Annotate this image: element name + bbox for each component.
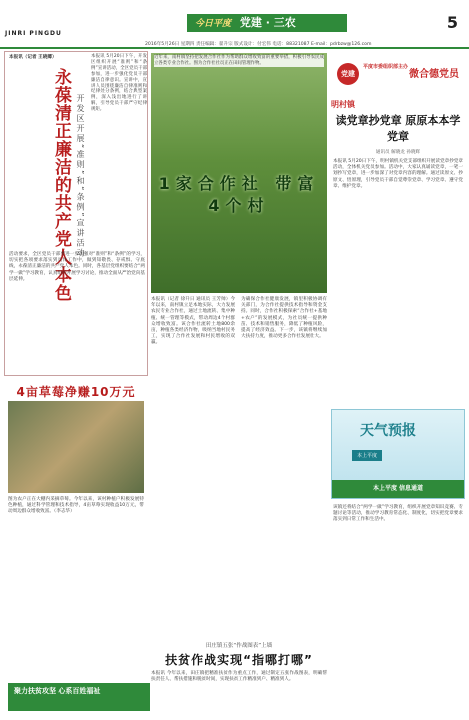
page-number: 5 bbox=[446, 13, 458, 32]
center-body-col1: 本报讯（记者 徐升日 通讯员 王芳帅）今年以来，南村镇立足本地实际，大力发展农民专业合作社，通过土地流转、集中种植、统一管理等模式，带动周边4个村群众增收致富。该合作社流转土地800余亩，种植各类经济作物，吸纳当地村民务工，实现了合作社发展和村民增收的双赢。 bbox=[151, 297, 235, 346]
strawberry-headline-box bbox=[4, 383, 148, 400]
center-column bbox=[151, 51, 327, 716]
weather-ad bbox=[331, 409, 465, 499]
strawberry-photo bbox=[8, 401, 144, 493]
lead-headline: 永葆清正廉洁的共产党人本色 bbox=[51, 68, 71, 302]
poverty-headline-box bbox=[151, 641, 327, 668]
lead-side-text: 本报讯 5月20日下午，开发区组织开展“准则”和“条例”宣讲活动，全区党员干部参加，进一步强化党员干部廉洁自律意识。宣讲中，宣讲人员围绕廉洁自律准则和纪律处分条例，结合典型案例，深入浅出地进行了讲解，引导党员干部严守纪律规矩。 bbox=[91, 54, 147, 113]
page-header bbox=[5, 3, 464, 37]
right-column bbox=[331, 51, 465, 716]
section-title: 党建 · 三农 bbox=[239, 16, 296, 29]
town-label: 明村镇 bbox=[331, 100, 355, 109]
masthead bbox=[187, 14, 347, 32]
charter-body: 本报讯 5月20日下午，明村镇机关党支部组织开展读党章抄党章活动，全体机关党员参加。活动中，大家认真诵读党章，一笔一划抄写党章，进一步加深了对党章内容的理解。通过读原文、抄原文、悟原理，引导党员干部自觉尊崇党章、学习党章、遵守党章、维护党章。 bbox=[333, 159, 463, 189]
hero-photo bbox=[151, 53, 327, 293]
lead-story-box bbox=[4, 51, 148, 376]
party-badge-icon: 党建 bbox=[337, 63, 359, 85]
party-column-header bbox=[331, 61, 465, 91]
lead-subhead: 开发区开展“准则”和“条例”宣讲活动 bbox=[76, 94, 85, 259]
lead-body: 活动要求，全区党员干部要进一步加强对“准则”和“条例”的学习，切实把各项要求落实到具体工作中，做到知敬畏、存戒惧、守底线，永葆清正廉洁的共产党人本色。同时，各基层党组织要结合“两学一做”学习教育，认真组织开展学习讨论，推动全面从严治党向基层延伸。 bbox=[9, 252, 145, 282]
charter-headline: 读党章抄党章 原原本本学党章 bbox=[335, 114, 461, 143]
hero-headline: 1家合作社 带富4个村 bbox=[158, 174, 320, 215]
section-label: JINRI PINGDU bbox=[5, 30, 62, 37]
party-column-brand: 微合德党员 bbox=[409, 69, 459, 80]
weather-ad-tag: 本上平度 bbox=[352, 450, 382, 461]
strawberry-body: 图为农户正在大棚内采摘草莓。今年以来，该村种植户积极发展特色种植，通过科学管理和技术指导，4亩草莓实现收益10万元，带动周边群众增收致富。（李志华） bbox=[8, 497, 144, 515]
poverty-headline: 扶贫作战实现“指哪打哪” bbox=[165, 653, 313, 667]
masthead-logo: 今日平度 bbox=[195, 19, 232, 29]
hero-caption: 近年来，南村镇坚持把发展合作社作为帮助群众增收致富的重要举措，积极引导农民成立各类专业合作社。图为合作社社员正在田间管理作物。 bbox=[154, 55, 324, 66]
weather-ad-title: 天气预报 bbox=[360, 423, 416, 439]
party-column-caption: 平度市委组织部主办 bbox=[363, 64, 409, 70]
poverty-body: 本报讯 今年以来，田庄镇把精准扶贫作为重点工作，通过制定五张作战图表，明确帮扶责任人、帮扶措施和脱贫时间，实现扶贫工作精准到户、精准到人。 bbox=[151, 671, 327, 683]
bottom-banner: 聚力扶贫攻坚 心系百姓福祉 bbox=[8, 683, 150, 711]
weather-ad-bar: 本上平度 信息通道 bbox=[332, 480, 464, 498]
lead-byline: 本报讯（记者 王晓卿） bbox=[9, 55, 57, 60]
charter-byline: 通讯员 解晓龙 孙晓辉 bbox=[375, 150, 421, 155]
center-body-col2: 为确保合作社健康发展，镇里积极协调有关部门，为合作社提供技术指导和资金支持。同时，合作社积极探索“合作社+基地+农户”的发展模式，为社员统一提供种苗、技术和销售服务，降低了种植风险，提高了经济效益。下一步，该镇将继续加大扶持力度，推动更多合作社发展壮大。 bbox=[241, 297, 327, 340]
strawberry-headline: 4亩草莓净赚10万元 bbox=[16, 385, 136, 399]
poverty-subhead: 田庄镇五张“作战图表”上墙 bbox=[205, 643, 273, 649]
charter-body-continued: 该镇还将结合“两学一做”学习教育，组织开展党章知识竞赛、专题讨论等活动，推动学习教育常态化、制度化，切实把党章要求落实到日常工作和生活中。 bbox=[333, 505, 463, 523]
left-column bbox=[4, 51, 148, 716]
dateline: 2016年5月26日 星期四 责任编辑：翟升宗 版式设计：付宏伟 电话：88321087 E-mail：pdrbzw@126.com bbox=[145, 42, 372, 47]
header-rule bbox=[0, 47, 469, 49]
